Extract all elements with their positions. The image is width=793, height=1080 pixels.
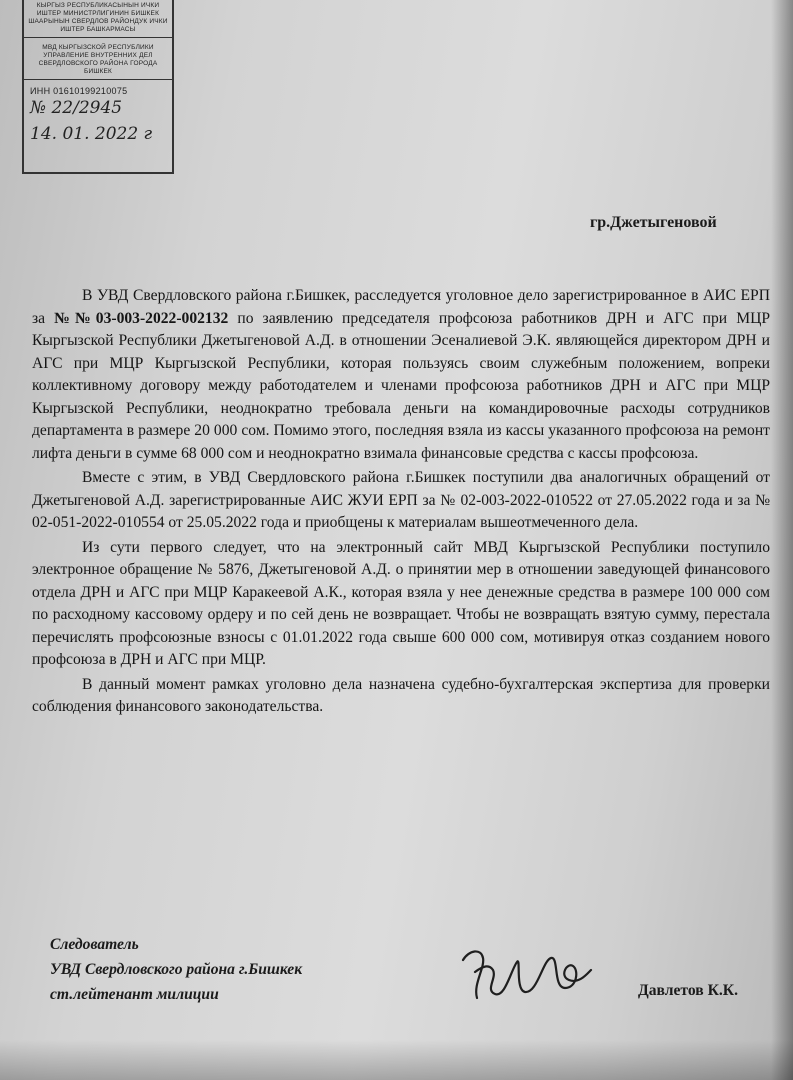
case-number: №№03-003-2022-002132 <box>54 309 229 327</box>
letter-body <box>32 285 770 719</box>
stamp-org-russian: МВД КЫРГЫЗСКОЙ РЕСПУБЛИКИ УПРАВЛЕНИЕ ВНУТРЕННИХ ДЕЛ СВЕРДЛОВСКОГО РАЙОНА ГОРОДА БИШКЕК <box>24 38 172 80</box>
stamp-inn: ИНН 01610199210075 <box>30 86 128 96</box>
signer-name: Давлетов К.К. <box>638 982 739 999</box>
paragraph-1 <box>32 285 770 465</box>
signer-rank: ст.лейтенант милиции <box>50 986 219 1003</box>
signature-block <box>50 932 302 1007</box>
paragraph-4: В данный момент рамках уголовно дела назначена судебно-бухгалтерская экспертиза для проверки соблюдения финансового законодательства. <box>32 675 770 715</box>
handwritten-signature <box>455 940 595 1010</box>
paragraph-1-end: по заявлению председателя профсоюза работников ДРН и АГС при МЦР Кыргызской Республики Джетыгеновой А.Д. в отношении Эсеналиевой Э.К. являющейся директором ДРН и АГС при МЦР Кыргызской Республики, которая пользуясь своим служебным положением, вопреки коллективному договору между работодателем и членами профсоюза работников ДРН и АГС при МЦР Кыргызской Республики, неоднократно требовала деньги на командировочные расходы сотрудников департамента в размере 20 000 сом. Помимо этого, последняя взяла из кассы указанного профсоюза на ремонт лифта деньги в сумме 68 000 сом и неоднократно взимала финансовые средства с кассы профсоюза. <box>32 309 771 462</box>
signer-title: Следователь <box>50 936 139 953</box>
stamp-org-kyrgyz: КЫРГЫЗ РЕСПУБЛИКАСЫНЫН ИЧКИ ИШТЕР МИНИСТРЛИГИНИН БИШКЕК ШААРЫНЫН СВЕРДЛОВ РАЙОНДУК ИЧКИ ИШТЕР БАШКАРМАСЫ <box>24 0 172 38</box>
page-edge-shadow <box>771 0 793 1080</box>
stamp-date: 14. 01. 2022 г <box>30 124 153 144</box>
addressee: гр.Джетыгеновой <box>590 214 717 231</box>
paragraph-2: Вместе с этим, в УВД Свердловского района г.Бишкек поступили два аналогичных обращений от Джетыгеновой А.Д. зарегистрированные АИС ЖУИ ЕРП за № 02-003-2022-010522 от 27.05.2022 года и за № 02-051-2022-010554 от 25.05.2022 года и приобщены к материалам вышеотмеченного дела. <box>32 469 770 531</box>
registration-stamp <box>22 0 174 174</box>
stamp-number: № 22/2945 <box>30 98 123 118</box>
paragraph-3: Из сути первого следует, что на электронный сайт МВД Кыргызской Республики поступило электронное обращение № 5876, Джетыгеновой А.Д. о принятии мер в отношении заведующей финансового отдела ДРН и АГС при МЦР Каракеевой А.К., которая взяла у нее денежные средства в размере 100 000 сом по расходному кассовому ордеру и по сей день не возвращает. Чтобы не возвращать взятую сумму, перестала перечислять профсоюзные взносы с 01.01.2022 года свыше 600 000 сом, мотивируя отказ созданием нового профсоюза в ДРН и АГС при МЦР. <box>32 538 770 668</box>
paragraph-1-start: В УВД Свердловского района г.Бишкек, расследуется уголовное дело зарегистрированное в АИС ЕРП за <box>32 287 770 327</box>
page-bottom-shadow <box>0 1040 793 1080</box>
signer-department: УВД Свердловского района г.Бишкек <box>50 961 303 978</box>
